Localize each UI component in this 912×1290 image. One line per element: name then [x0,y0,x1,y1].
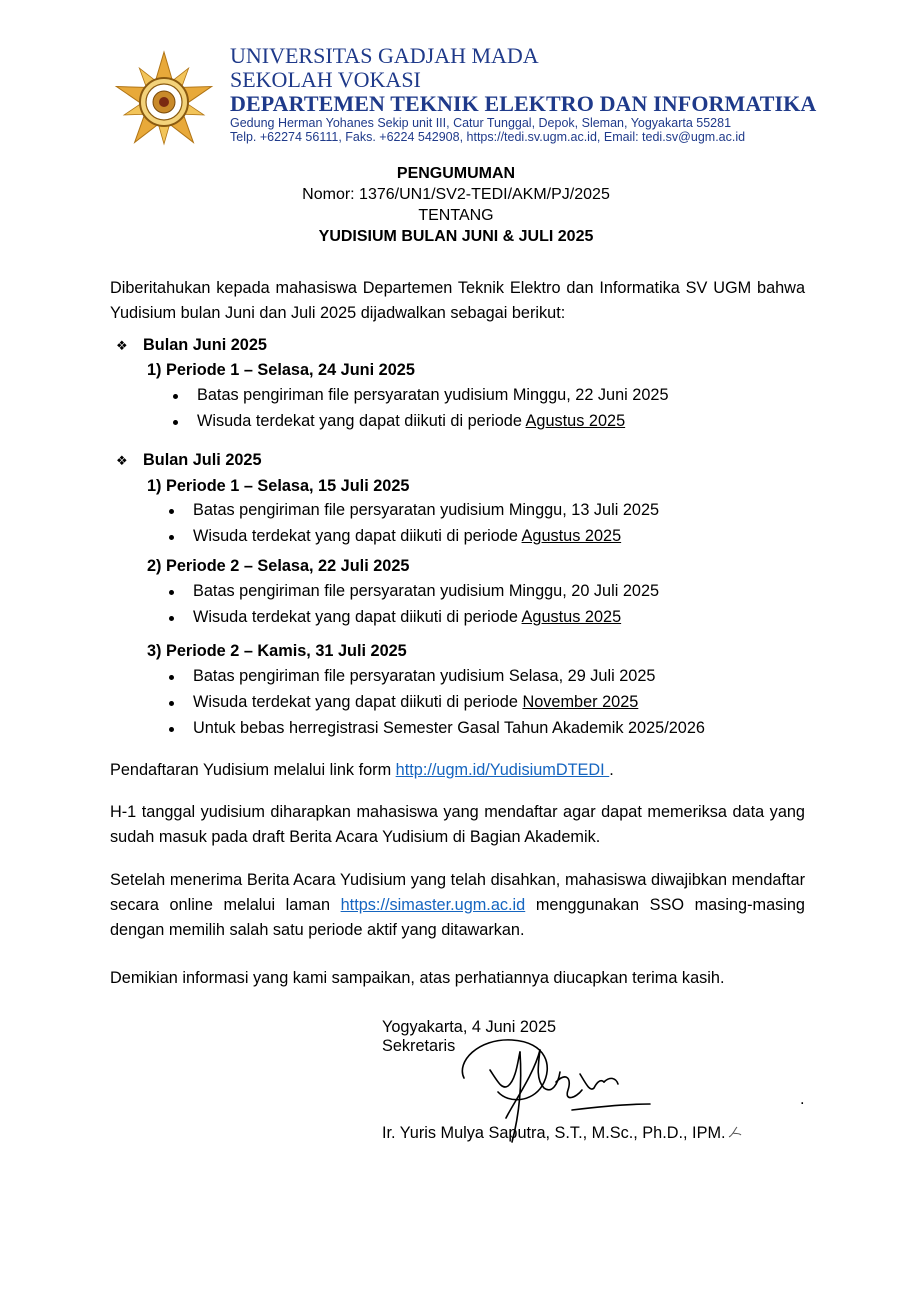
bullet-icon [173,394,178,399]
title-subject: YUDISIUM BULAN JUNI & JULI 2025 [318,228,594,245]
graduation-period: November 2025 [522,693,639,711]
july-period-1: 1) Periode 1 – Selasa, 15 Juli 2025 [147,477,410,495]
simaster-link[interactable]: https://simaster.ugm.ac.id [340,896,526,914]
trailing-dot: . [800,1090,805,1108]
graduation-label: Wisuda terdekat yang dapat diikuti di periode [197,412,526,430]
initial-mark-icon [727,1125,743,1139]
title-number: Nomor: 1376/UN1/SV2-TEDI/AKM/PJ/2025 [302,186,610,203]
july-p1-deadline: Batas pengiriman file persyaratan yudisium Minggu, 13 Juli 2025 [193,501,660,519]
bullet-icon [169,535,174,540]
bullet-icon [169,616,174,621]
closing-paragraph: Demikian informasi yang kami sampaikan, atas perhatiannya diucapkan terima kasih. [110,969,725,987]
july-p1-graduation [193,527,621,546]
june-period-1: 1) Periode 1 – Selasa, 24 Juni 2025 [147,361,415,379]
graduation-label: Wisuda terdekat yang dapat diikuti di periode [193,527,522,545]
signer-name-text: Ir. Yuris Mulya Saputra, S.T., M.Sc., Ph.D., IPM. [382,1124,726,1142]
diamond-bullet-icon: ❖ [116,338,128,353]
month-june: Bulan Juni 2025 [143,336,267,354]
title-about: TENTANG [418,207,494,224]
ugm-seal-icon [112,50,216,154]
bullet-icon [173,420,178,425]
registration-link[interactable]: http://ugm.id/YudisiumDTEDI [395,761,610,779]
department-name: DEPARTEMEN TEKNIK ELEKTRO DAN INFORMATIKA [230,91,817,116]
july-p2-deadline: Batas pengiriman file persyaratan yudisium Minggu, 20 Juli 2025 [193,582,660,600]
online-text: Setelah menerima Berita Acara Yudisium yang telah disahkan, mahasiswa diwajibkan mendaftar secara online melalui laman [110,871,805,914]
month-july: Bulan Juli 2025 [143,451,262,469]
graduation-label: Wisuda terdekat yang dapat diikuti di periode [193,608,522,626]
graduation-label: Wisuda terdekat yang dapat diikuti di periode [193,693,523,711]
signer-position: Sekretaris [382,1037,456,1055]
check-note-paragraph: H-1 tanggal yudisium diharapkan mahasiswa yang mendaftar agar dapat memeriksa data yang sudah masuk pada draft Berita Acara Yudisium di Bagian Akademik. [110,803,805,846]
signer-name [382,1124,743,1143]
july-p3-graduation [193,693,638,712]
contact-line: Telp. +62274 56111, Faks. +6224 542908, https://tedi.sv.ugm.ac.id, Email: tedi.sv@ugm.ac.id [230,130,746,144]
university-name: UNIVERSITAS GADJAH MADA [230,43,539,68]
announcement-title [0,163,912,247]
july-p3-extra: Untuk bebas herregistrasi Semester Gasal Tahun Akademik 2025/2026 [193,719,705,737]
graduation-period: Agustus 2025 [525,412,626,430]
graduation-period: Agustus 2025 [521,527,622,545]
title-heading: PENGUMUMAN [396,165,516,182]
july-period-3: 3) Periode 2 – Kamis, 31 Juli 2025 [147,642,407,660]
registration-text: Pendaftaran Yudisium melalui link form [110,761,396,779]
bullet-icon [169,727,174,732]
online-paragraph [110,868,805,943]
bullet-icon [169,509,174,514]
bullet-icon [169,590,174,595]
signature-block [382,1018,822,1148]
bullet-icon [169,701,174,706]
june-p1-deadline: Batas pengiriman file persyaratan yudisium Minggu, 22 Juni 2025 [197,386,669,404]
bullet-icon [169,675,174,680]
diamond-bullet-icon: ❖ [116,453,128,468]
place-date: Yogyakarta, 4 Juni 2025 [382,1018,557,1036]
graduation-period: Agustus 2025 [521,608,622,626]
letterhead [112,44,832,156]
registration-suffix: . [609,761,614,779]
july-p3-deadline: Batas pengiriman file persyaratan yudisium Selasa, 29 Juli 2025 [193,667,656,685]
july-period-2: 2) Periode 2 – Selasa, 22 Juli 2025 [147,557,410,575]
intro-paragraph: Diberitahukan kepada mahasiswa Departemen Teknik Elektro dan Informatika SV UGM bahwa Yudisium bulan Juni dan Juli 2025 dijadwalkan sebagai berikut: [110,279,805,322]
registration-paragraph [110,758,805,783]
july-p2-graduation [193,608,621,627]
address-line: Gedung Herman Yohanes Sekip unit III, Catur Tunggal, Depok, Sleman, Yogyakarta 55281 [230,116,732,130]
school-name: SEKOLAH VOKASI [230,67,421,92]
letterhead-text [230,44,816,144]
online-suffix: menggunakan SSO masing-masing dengan memilih salah satu periode aktif yang ditawarkan. [110,896,805,939]
june-p1-graduation [197,412,625,431]
